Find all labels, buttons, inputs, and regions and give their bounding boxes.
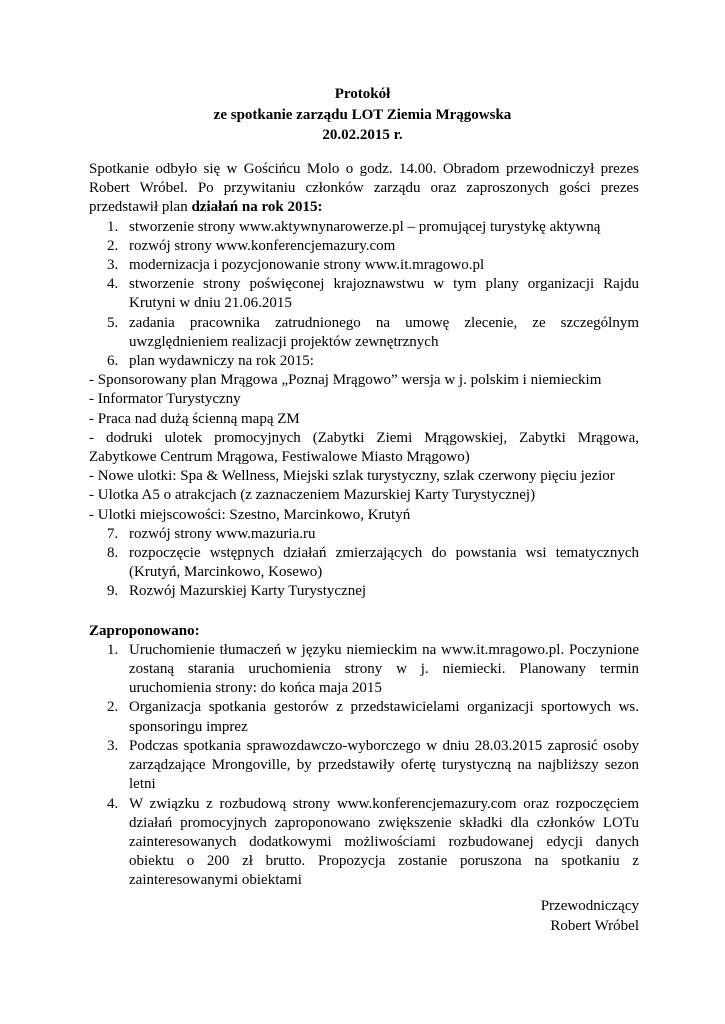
list-item [89, 314, 639, 352]
list-item [89, 275, 639, 313]
intro-text: Spotkanie odbyło się w Gościńcu Molo o godz. 14.00. Obradom przewodniczył prezes Robert Wróbel. Po przywitaniu członków zarządu oraz zaproszonych gości prezes przedstawił plan [89, 161, 639, 216]
list-item-text: rozpoczęcie wstępnych działań zmierzających do powstania wsi tematycznych (Krutyń, Marcinkowo, Kosewo) [129, 545, 639, 581]
publication-item: - Informator Turystyczny [89, 391, 241, 408]
list-item-text: Rozwój Mazurskiej Karty Turystycznej [129, 583, 367, 600]
list-item-text: stworzenie strony www.aktywnynarowerze.pl – promującej turystykę aktywną [129, 218, 601, 235]
list-item-number: 1. [107, 641, 119, 658]
signature-role: Przewodniczący [540, 898, 639, 914]
list-item-number: 2. [107, 699, 119, 716]
list-item-number: 7. [107, 525, 119, 542]
list-item [89, 256, 639, 275]
list-item [89, 544, 639, 582]
signature-block [541, 896, 639, 936]
list-item-text: Organizacja spotkania gestorów z przedstawicielami organizacji sportowych ws. sponsoringu imprez [129, 699, 639, 735]
list-item-number: 4. [107, 276, 119, 293]
list-item-text: Uruchomienie tłumaczeń w języku niemieckim na www.it.mragowo.pl. Poczynione zostaną starania uruchomienia strony w j. niemiecki. Planowany termin uruchomienia strony: do końca maja 2015 [129, 641, 639, 697]
proposals-list [89, 641, 639, 891]
list-item-number: 4. [107, 795, 119, 812]
document-body [89, 160, 639, 891]
list-item-text: Podczas spotkania sprawozdawczo-wyborczego w dniu 28.03.2015 zaprosić osoby zarządzające Mrongoville, by przedstawiły ofertę turystyczną na najbliższy sezon letni [129, 737, 639, 793]
publication-item: - Nowe ulotki: Spa & Wellness, Miejski szlak turystyczny, szlak czerwony pięciu jezior [89, 468, 615, 485]
list-item [89, 795, 639, 891]
publication-item: - Praca nad dużą ścienną mapą ZM [89, 410, 300, 427]
plan-list [89, 218, 639, 372]
list-item [89, 698, 639, 736]
publication-item: - Ulotki miejscowości: Szestno, Marcinkowo, Krutyń [89, 506, 411, 523]
signature-name: Robert Wróbel [550, 918, 639, 934]
list-item-text: W związku z rozbudową strony www.konferencjemazury.com oraz rozpoczęciem działań promocyjnych zaproponowano zwiększenie składki dla członków LOTu zainteresowanych dodatkowymi możliwościami rozbudowanej edycji danych obiektu o 200 zł brutto. Propozycja zostanie poruszona na spotkaniu z zainteresowanymi obiektami [129, 795, 639, 889]
list-item-number: 8. [107, 545, 119, 562]
list-item [89, 737, 639, 795]
intro-bold-text: działań na rok 2015: [191, 199, 323, 216]
list-item [89, 352, 639, 371]
title-line-3: 20.02.2015 r. [322, 127, 403, 143]
section-gap [89, 602, 639, 622]
publication-item: - Sponsorowany plan Mrągowa „Poznaj Mrągowo” wersja w j. polskim i niemieckim [89, 372, 602, 389]
publication-item: - Ulotka A5 o atrakcjach (z zaznaczeniem Mazurskiej Karty Turystycznej) [89, 487, 536, 504]
list-item-text: zadania pracownika zatrudnionego na umowę zlecenie, ze szczególnym uwzględnieniem realizacji projektów zewnętrznych [129, 314, 639, 350]
list-item-number: 5. [107, 314, 119, 331]
list-item-text: stworzenie strony poświęconej krajoznawstwu w tym plany organizacji Rajdu Krutyni w dniu 21.06.2015 [129, 276, 639, 312]
list-item-number: 1. [107, 218, 119, 235]
list-item-number: 2. [107, 237, 119, 254]
list-item-number: 6. [107, 353, 119, 370]
list-item [89, 525, 639, 544]
intro-paragraph [89, 160, 639, 218]
title-line-2: ze spotkanie zarządu LOT Ziemia Mrągowska [213, 106, 512, 123]
list-item [89, 218, 639, 237]
proposals-heading: Zaproponowano: [89, 622, 200, 639]
list-item-number: 3. [107, 737, 119, 754]
list-item-number: 9. [107, 583, 119, 600]
list-item [89, 582, 639, 601]
publications-list [89, 371, 639, 525]
list-item-number: 3. [107, 257, 119, 274]
list-item [89, 237, 639, 256]
list-item-text: modernizacja i pozycjonowanie strony www.it.mragowo.pl [129, 257, 485, 274]
list-item-text: rozwój strony www.mazuria.ru [129, 525, 316, 542]
publication-item: - dodruki ulotek promocyjnych (Zabytki Ziemi Mrągowskiej, Zabytki Mrągowa, Zabytkowe Centrum Mrągowa, Festiwalowe Miasto Mrągowo) [89, 429, 639, 466]
list-item-text: rozwój strony www.konferencjemazury.com [129, 237, 396, 254]
list-item-text: plan wydawniczy na rok 2015: [129, 353, 314, 370]
list-item [89, 641, 639, 699]
plan-list-continued [89, 525, 639, 602]
title-line-1: Protokół [334, 86, 391, 102]
document-title [0, 84, 725, 146]
